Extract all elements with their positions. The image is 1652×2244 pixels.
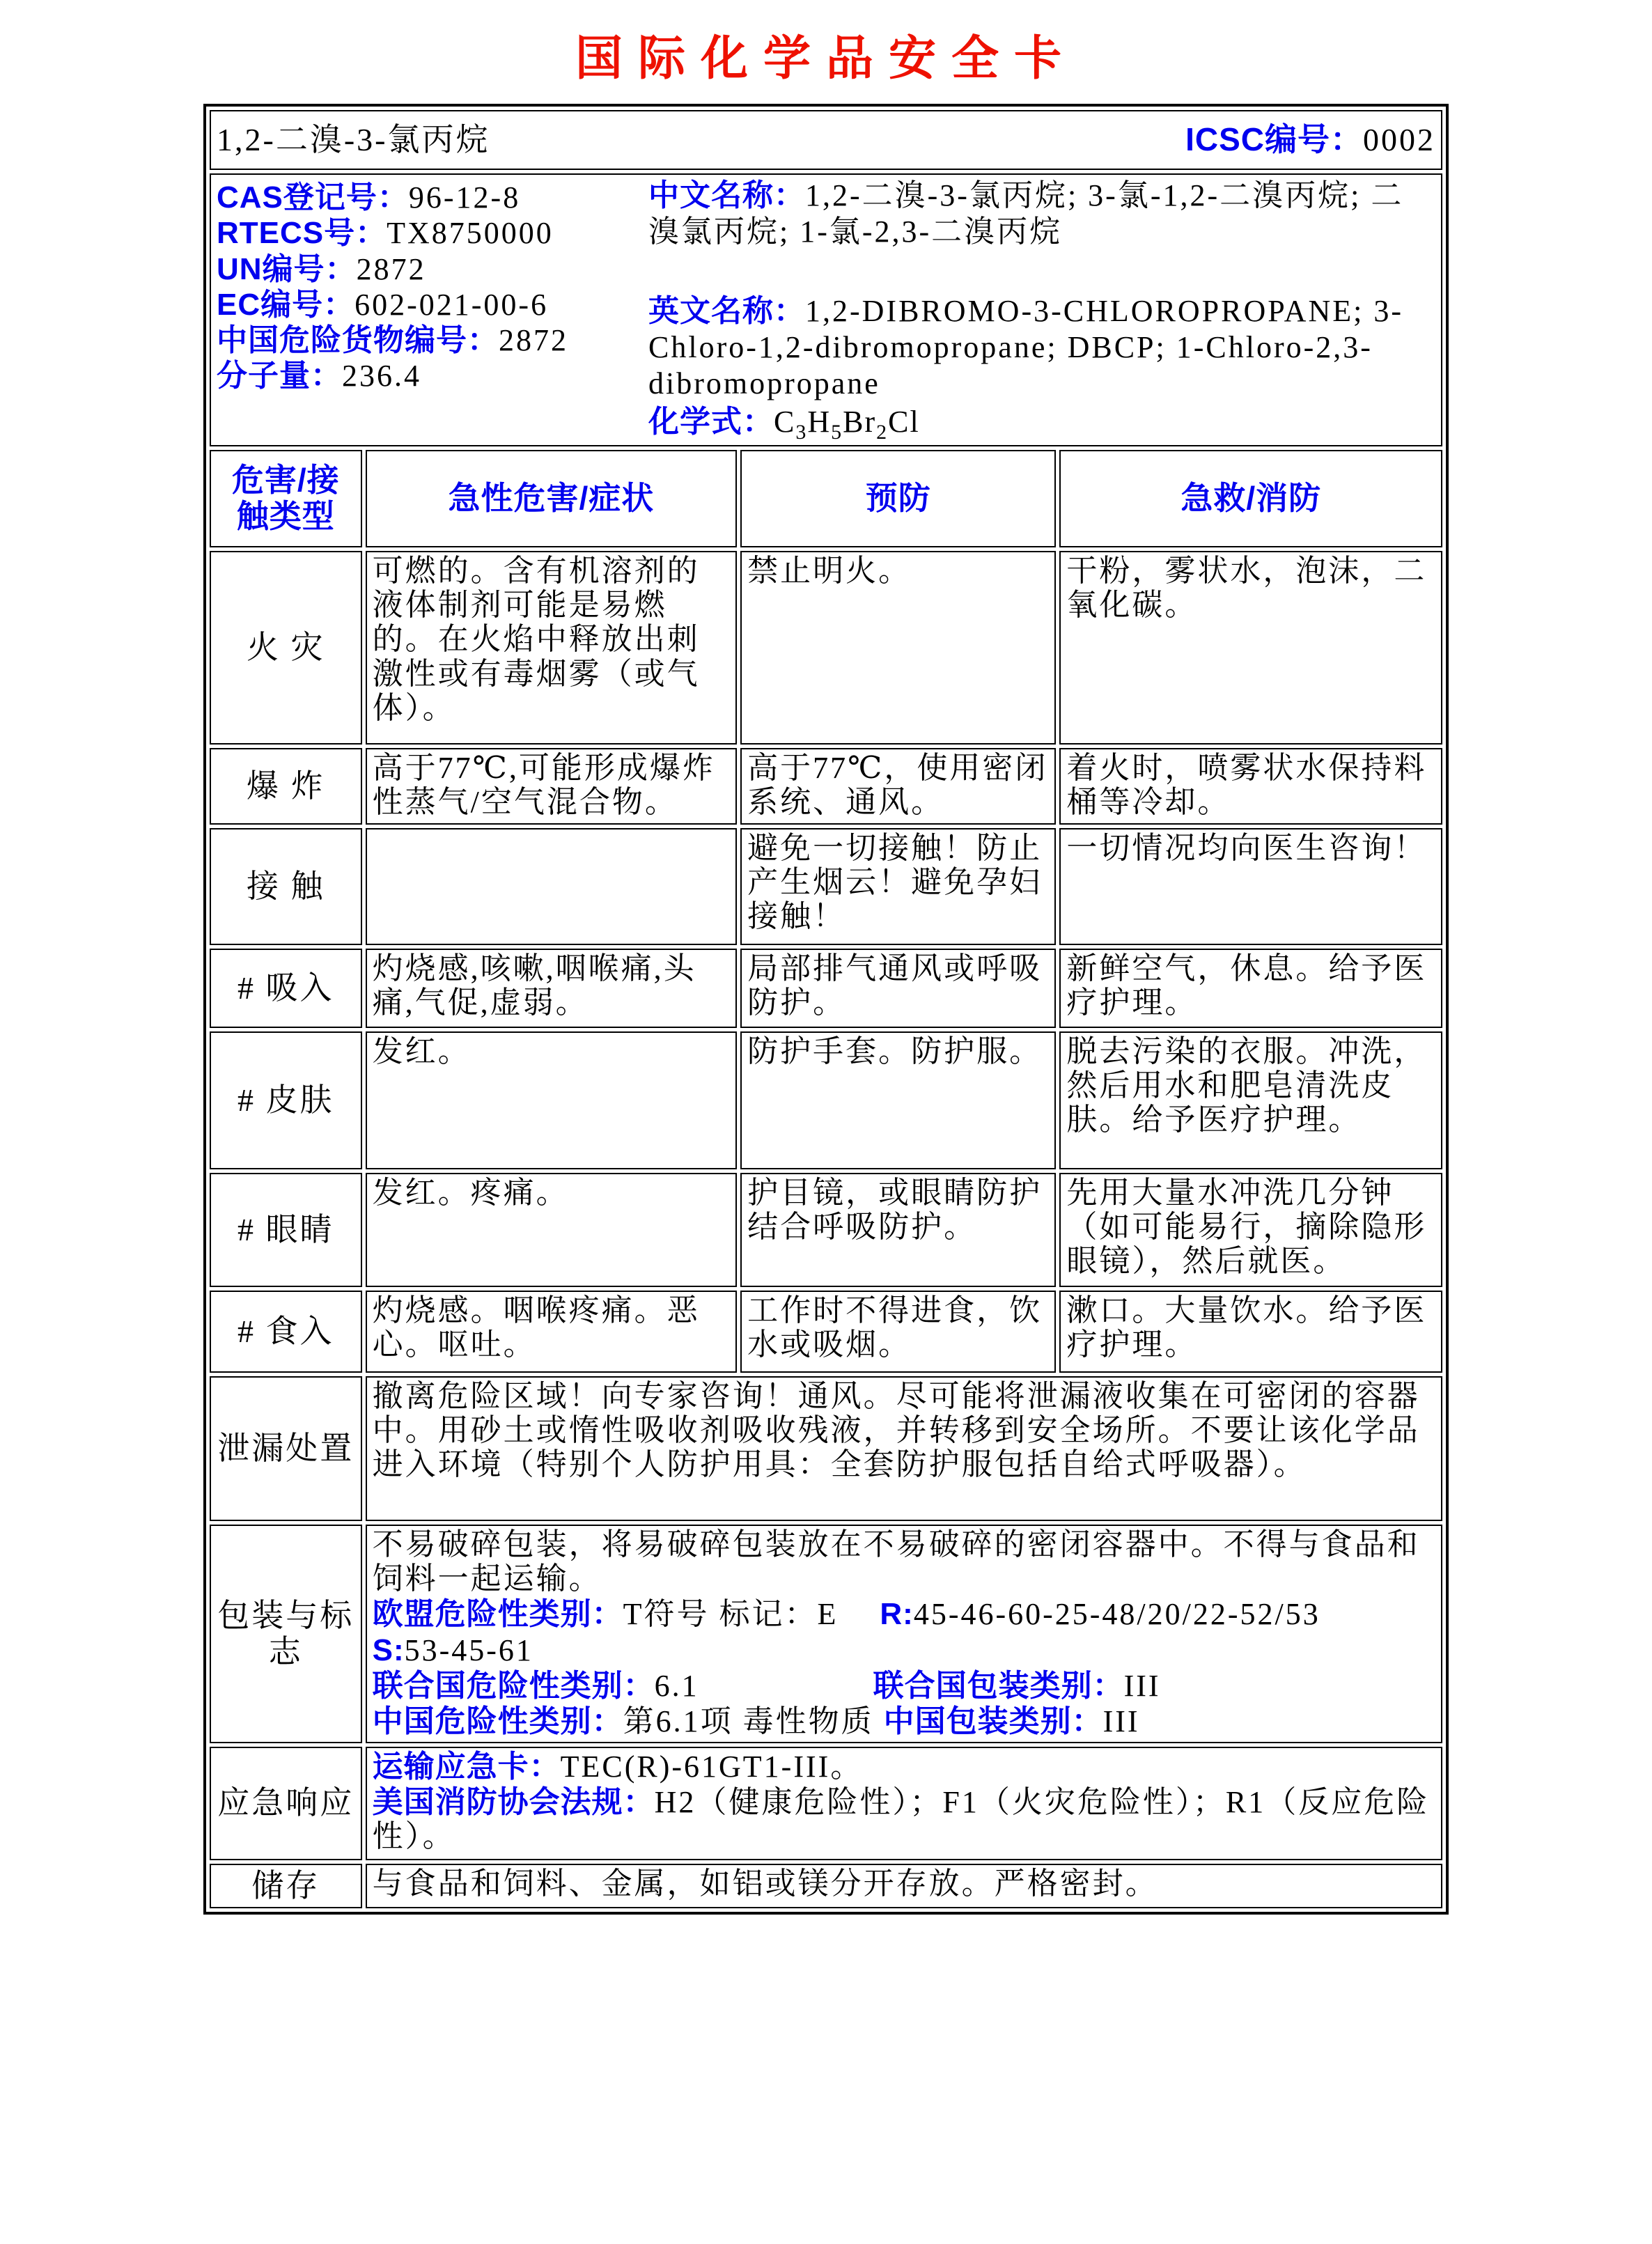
card-header-row <box>210 110 1442 170</box>
card-header-cell <box>210 110 1442 170</box>
eyes-prevention: 护目镜，或眼睛防护结合呼吸防护。 <box>740 1173 1056 1287</box>
row-packaging-labelling <box>210 1525 1442 1743</box>
skin-prevention: 防护手套。防护服。 <box>740 1031 1056 1169</box>
inhalation-response: 新鲜空气，休息。给予医疗护理。 <box>1059 949 1442 1028</box>
ingestion-prevention: 工作时不得进食，饮水或吸烟。 <box>740 1291 1056 1373</box>
row-fire <box>210 551 1442 745</box>
row-ingestion <box>210 1291 1442 1373</box>
explosion-symptoms: 高于77℃,可能形成爆炸性蒸气/空气混合物。 <box>366 748 738 825</box>
packaging-labelling-content: 不易破碎包装，将易破碎包装放在不易破碎的密闭容器中。不得与食品和饲料一起运输。 欧盟危险性类别：T符号 标记：E R:45-46-60-25-48/20/22-52/53 S:53-45-61 联合国危险性类别：6.1 联合国包装类别：III 中国危险性类别：第6.1项 毒性物质 中国包装类别：III <box>366 1525 1442 1743</box>
contact-prevention: 避免一切接触！防止产生烟云！避免孕妇接触！ <box>740 828 1056 945</box>
row-skin <box>210 1031 1442 1169</box>
skin-label: # 皮肤 <box>210 1031 362 1169</box>
row-explosion <box>210 748 1442 825</box>
contact-symptoms <box>366 828 738 945</box>
formula-value: $C_3H_5Br_2Cl$ <box>774 404 920 444</box>
fire-symptoms: 可燃的。含有机溶剂的液体制剂可能是易燃的。在火焰中释放出刺激性或有毒烟雾（或气体）。 <box>366 551 738 745</box>
page-title: 国际化学品安全卡 <box>575 31 1077 86</box>
ingestion-label: # 食入 <box>210 1291 362 1373</box>
row-spill-disposal <box>210 1376 1442 1521</box>
storage-label: 储存 <box>210 1864 362 1908</box>
chemical-name: 1,2-二溴-3-氯丙烷 <box>217 122 490 158</box>
row-eyes <box>210 1173 1442 1287</box>
header-hazard-type: 危害/接触类型 <box>210 450 362 547</box>
formula-label: 化学式： <box>648 404 774 439</box>
header-first-aid: 急救/消防 <box>1059 450 1442 547</box>
chemical-formula-line <box>648 405 1435 444</box>
eyes-symptoms: 发红。疼痛。 <box>366 1173 738 1287</box>
row-inhalation <box>210 949 1442 1028</box>
storage-content: 与食品和饲料、金属，如铝或镁分开存放。严格密封。 <box>366 1864 1442 1908</box>
contact-response: 一切情况均向医生咨询！ <box>1059 828 1442 945</box>
inhalation-prevention: 局部排气通风或呼吸防护。 <box>740 949 1056 1028</box>
explosion-response: 着火时，喷雾状水保持料桶等冷却。 <box>1059 748 1442 825</box>
fire-prevention: 禁止明火。 <box>740 551 1056 745</box>
eyes-response: 先用大量水冲洗几分钟（如可能易行，摘除隐形眼镜），然后就医。 <box>1059 1173 1442 1287</box>
emergency-response-content: 运输应急卡：TEC(R)-61GT1-III。 美国消防协会法规：H2（健康危险性）；F1（火灾危险性）；R1（反应危险性）。 <box>366 1747 1442 1860</box>
icsc-label: ICSC编号： <box>1185 121 1363 158</box>
names-block: 中文名称：1,2-二溴-3-氯丙烷; 3-氯-1,2-二溴丙烷; 二溴氯丙烷; 1-氯-2,3-二溴丙烷 英文名称：1,2-DIBROMO-3-CHLOROPROPANE; 3-Chloro-1,2-dibromopropane; DBCP; 1-Chloro-2,3-dibromopropane <box>648 178 1404 400</box>
safety-card-table <box>203 104 1449 1915</box>
fire-label: 火 灾 <box>210 551 362 745</box>
icsc-number <box>1185 122 1435 158</box>
row-contact <box>210 828 1442 945</box>
spill-disposal-content: 撤离危险区域！向专家咨询！通风。尽可能将泄漏液收集在可密闭的容器中。用砂土或惰性吸收剂吸收残液，并转移到安全场所。不要让该化学品进入环境（特别个人防护用具：全套防护服包括自给式呼吸器）。 <box>366 1376 1442 1521</box>
header-prevention: 预防 <box>740 450 1056 547</box>
skin-response: 脱去污染的衣服。冲洗，然后用水和肥皂清洗皮肤。给予医疗护理。 <box>1059 1031 1442 1169</box>
icsc-value: 0002 <box>1363 122 1435 158</box>
ingestion-symptoms: 灼烧感。咽喉疼痛。恶心。呕吐。 <box>366 1291 738 1373</box>
explosion-prevention: 高于77℃，使用密闭系统、通风。 <box>740 748 1056 825</box>
row-storage <box>210 1864 1442 1908</box>
eyes-label: # 眼睛 <box>210 1173 362 1287</box>
fire-response: 干粉，雾状水，泡沫，二氧化碳。 <box>1059 551 1442 745</box>
identifiers-row <box>210 173 1442 446</box>
chemical-names <box>648 176 1435 444</box>
inhalation-label: # 吸入 <box>210 949 362 1028</box>
spill-disposal-label: 泄漏处置 <box>210 1376 362 1521</box>
registry-numbers: CAS登记号：96-12-8 RTECS号：TX8750000 UN编号：2872 EC编号：602-021-00-6 中国危险货物编号：2872 分子量：236.4 <box>217 180 568 394</box>
row-emergency-response <box>210 1747 1442 1860</box>
header-acute-symptoms: 急性危害/症状 <box>366 450 738 547</box>
packaging-labelling-label: 包装与标志 <box>210 1525 362 1743</box>
hazard-table-header-row <box>210 450 1442 547</box>
inhalation-symptoms: 灼烧感,咳嗽,咽喉痛,头痛,气促,虚弱。 <box>366 949 738 1028</box>
emergency-response-label: 应急响应 <box>210 1747 362 1860</box>
skin-symptoms: 发红。 <box>366 1031 738 1169</box>
explosion-label: 爆 炸 <box>210 748 362 825</box>
identifiers-cell <box>210 173 1442 446</box>
icsc-page <box>0 21 1652 2244</box>
contact-label: 接 触 <box>210 828 362 945</box>
ingestion-response: 漱口。大量饮水。给予医疗护理。 <box>1059 1291 1442 1373</box>
